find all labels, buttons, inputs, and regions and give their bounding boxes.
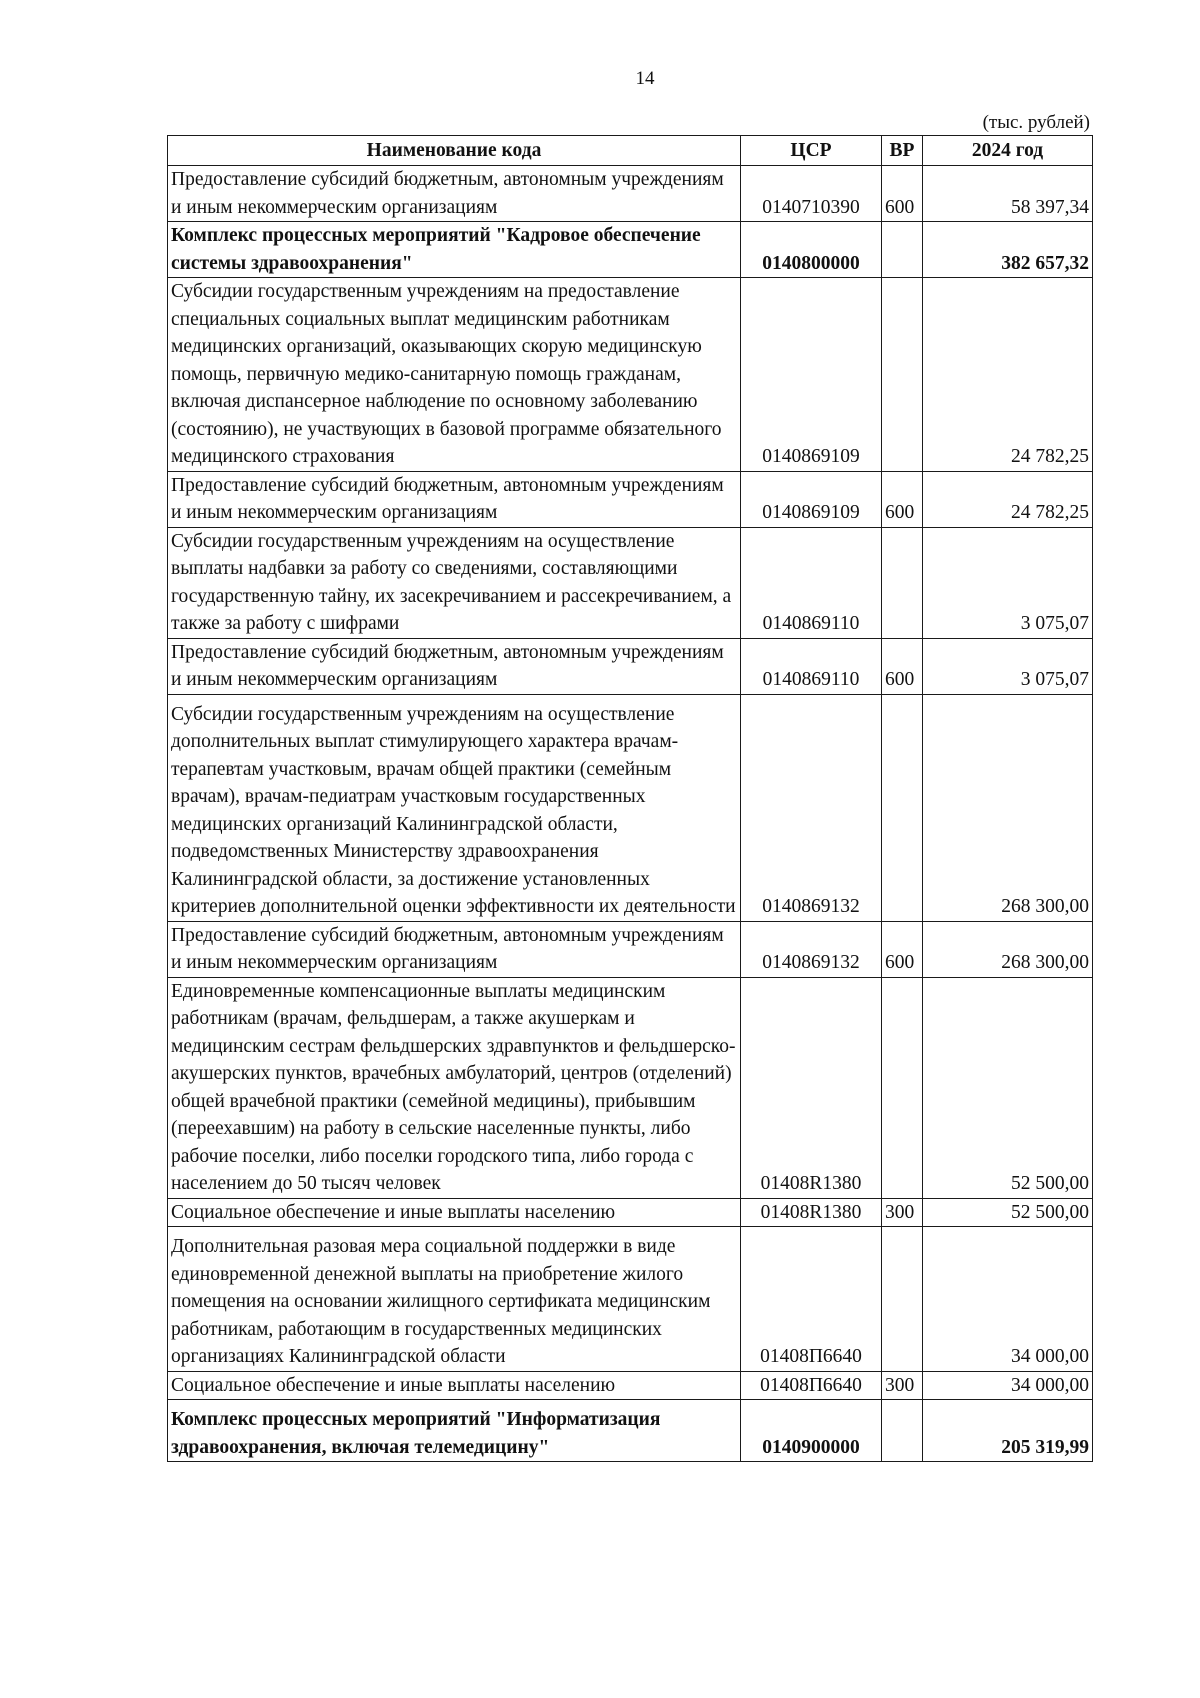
cell-csr: 0140800000 — [741, 222, 882, 278]
table-row — [168, 1371, 1093, 1400]
header-amount: 2024 год — [923, 136, 1093, 166]
units-label: (тыс. рублей) — [982, 112, 1090, 133]
cell-csr: 0140869132 — [741, 694, 882, 921]
cell-name: Субсидии государственным учреждениям на осуществление выплаты надбавки за работу со сведениями, составляющими государственную тайну, их засекречиванием и рассекречиванием, а также за работу с шифрами — [168, 527, 741, 638]
cell-csr: 01408П6640 — [741, 1227, 882, 1372]
cell-name: Социальное обеспечение и иные выплаты населению — [168, 1198, 741, 1227]
cell-csr: 0140869109 — [741, 278, 882, 472]
cell-name: Предоставление субсидий бюджетным, автономным учреждениям и иным некоммерческим организациям — [168, 638, 741, 694]
table-row — [168, 527, 1093, 638]
cell-csr: 0140710390 — [741, 166, 882, 222]
table-row — [168, 1198, 1093, 1227]
cell-vr: 600 — [882, 638, 923, 694]
cell-amount: 382 657,32 — [923, 222, 1093, 278]
cell-csr: 0140869132 — [741, 921, 882, 977]
cell-csr: 0140900000 — [741, 1400, 882, 1462]
table-body — [168, 166, 1093, 1462]
table-row — [168, 977, 1093, 1198]
table-row — [168, 1227, 1093, 1372]
cell-amount: 24 782,25 — [923, 278, 1093, 472]
cell-name: Субсидии государственным учреждениям на предоставление специальных социальных выплат медицинским работникам медицинских организаций, оказывающих скорую медицинскую помощь, первичную медико-санитарную помощь гражданам, включая диспансерное наблюдение по основному заболеванию (состоянию), не участвующих в базовой программе обязательного медицинского страхования — [168, 278, 741, 472]
cell-vr — [882, 222, 923, 278]
table-row — [168, 222, 1093, 278]
cell-amount: 268 300,00 — [923, 694, 1093, 921]
budget-table — [167, 135, 1093, 1462]
cell-vr — [882, 694, 923, 921]
cell-name: Предоставление субсидий бюджетным, автономным учреждениям и иным некоммерческим организациям — [168, 921, 741, 977]
cell-vr — [882, 977, 923, 1198]
table-row — [168, 1400, 1093, 1462]
cell-name: Дополнительная разовая мера социальной поддержки в виде единовременной денежной выплаты на приобретение жилого помещения на основании жилищного сертификата медицинским работникам, работающим в государственных медицинских организациях Калининградской области — [168, 1227, 741, 1372]
cell-name: Единовременные компенсационные выплаты медицинским работникам (врачам, фельдшерам, а также акушеркам и медицинским сестрам фельдшерских здравпунктов и фельдшерско-акушерских пунктов, врачебных амбулаторий, центров (отделений) общей врачебной практики (семейной медицины), прибывшим (переехавшим) на работу в сельские населенные пункты, либо рабочие поселки, либо поселки городского типа, либо города с населением до 50 тысяч человек — [168, 977, 741, 1198]
header-vr: ВР — [882, 136, 923, 166]
cell-amount: 52 500,00 — [923, 1198, 1093, 1227]
table-row — [168, 471, 1093, 527]
table-row — [168, 638, 1093, 694]
table-row — [168, 166, 1093, 222]
table-row — [168, 694, 1093, 921]
cell-vr: 600 — [882, 166, 923, 222]
cell-vr: 600 — [882, 471, 923, 527]
cell-amount: 205 319,99 — [923, 1400, 1093, 1462]
cell-amount: 268 300,00 — [923, 921, 1093, 977]
cell-name: Социальное обеспечение и иные выплаты населению — [168, 1371, 741, 1400]
table-header-row — [168, 136, 1093, 166]
cell-name: Комплекс процессных мероприятий "Информатизация здравоохранения, включая телемедицину" — [168, 1400, 741, 1462]
cell-csr: 01408П6640 — [741, 1371, 882, 1400]
cell-vr: 600 — [882, 921, 923, 977]
cell-amount: 24 782,25 — [923, 471, 1093, 527]
cell-name: Комплекс процессных мероприятий "Кадровое обеспечение системы здравоохранения" — [168, 222, 741, 278]
cell-vr: 300 — [882, 1198, 923, 1227]
cell-amount: 34 000,00 — [923, 1371, 1093, 1400]
cell-amount: 3 075,07 — [923, 638, 1093, 694]
cell-csr: 01408R1380 — [741, 977, 882, 1198]
page-number: 14 — [635, 68, 655, 89]
cell-name: Предоставление субсидий бюджетным, автономным учреждениям и иным некоммерческим организациям — [168, 166, 741, 222]
cell-csr: 0140869109 — [741, 471, 882, 527]
header-name: Наименование кода — [168, 136, 741, 166]
cell-vr: 300 — [882, 1371, 923, 1400]
cell-name: Субсидии государственным учреждениям на осуществление дополнительных выплат стимулирующего характера врачам-терапевтам участковым, врачам общей практики (семейным врачам), врачам-педиатрам участковым государственных медицинских организаций Калининградской области, подведомственных Министерству здравоохранения Калининградской области, за достижение установленных критериев дополнительной оценки эффективности их деятельности — [168, 694, 741, 921]
table-row — [168, 921, 1093, 977]
cell-vr — [882, 1227, 923, 1372]
table-row — [168, 278, 1093, 472]
cell-amount: 3 075,07 — [923, 527, 1093, 638]
cell-csr: 01408R1380 — [741, 1198, 882, 1227]
cell-name: Предоставление субсидий бюджетным, автономным учреждениям и иным некоммерческим организациям — [168, 471, 741, 527]
cell-vr — [882, 278, 923, 472]
cell-amount: 34 000,00 — [923, 1227, 1093, 1372]
cell-amount: 52 500,00 — [923, 977, 1093, 1198]
cell-vr — [882, 527, 923, 638]
header-csr: ЦСР — [741, 136, 882, 166]
cell-vr — [882, 1400, 923, 1462]
cell-amount: 58 397,34 — [923, 166, 1093, 222]
cell-csr: 0140869110 — [741, 527, 882, 638]
cell-csr: 0140869110 — [741, 638, 882, 694]
